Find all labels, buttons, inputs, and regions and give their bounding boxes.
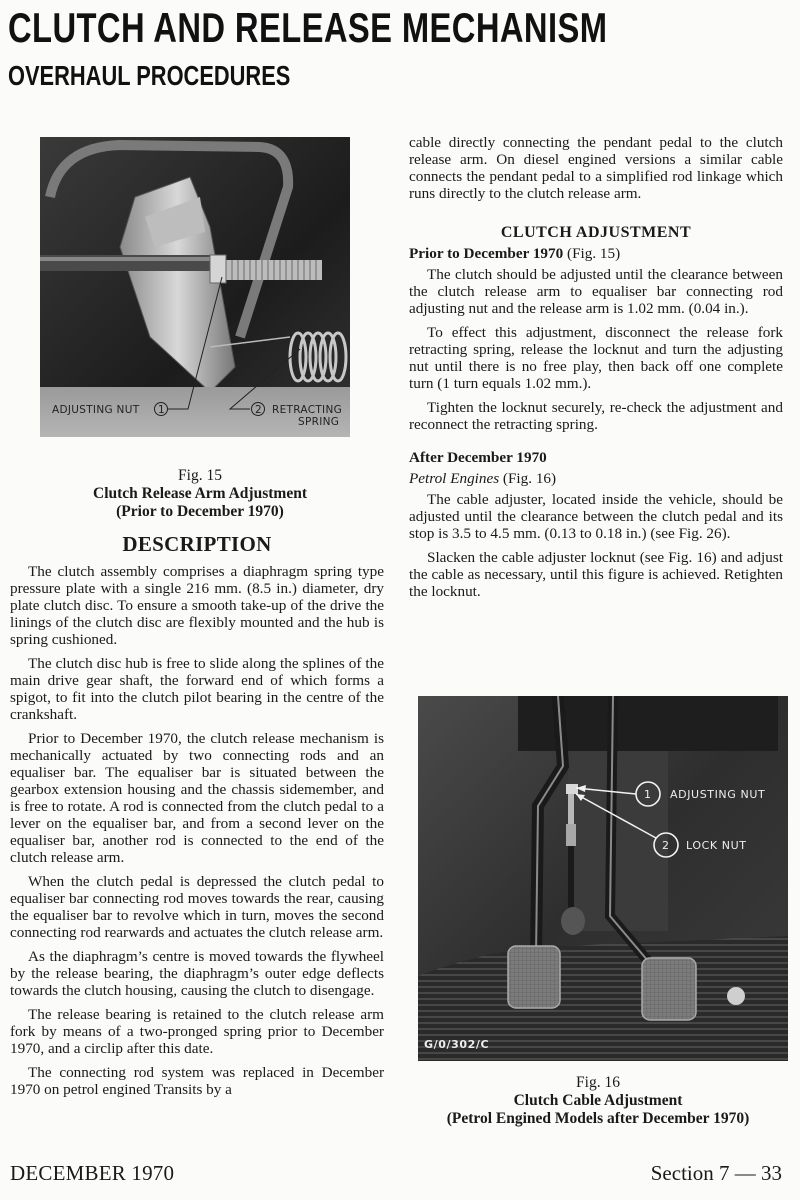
footer-section-page: Section 7 — 33 <box>650 1161 782 1185</box>
petrol-engines-subheading <box>409 470 783 487</box>
clutch-cable-pedals-photo <box>418 696 788 1061</box>
right-column-body <box>409 134 783 607</box>
petrol-fig-ref: (Fig. 16) <box>499 470 557 487</box>
figure-16-image <box>418 696 788 1061</box>
after-paragraph: The cable adjuster, located inside the vehicle, should be adjusted until the clearance between the clutch pedal and its stop is 3.5 to 4.5 mm. (0.13 to 0.18 in.) (see Fig. 26). <box>409 491 783 542</box>
clutch-adjustment-heading: CLUTCH ADJUSTMENT <box>500 224 692 241</box>
callout-adjusting-nut-label: ADJUSTING NUT <box>670 788 766 801</box>
callout-adjusting-nut-label: ADJUSTING NUT <box>52 404 140 416</box>
figure-15-image <box>40 137 350 437</box>
callout-2-number: 2 <box>255 404 262 416</box>
figure-16-caption <box>408 1074 788 1128</box>
figure-16-subtitle: (Petrol Engined Models after December 1970) <box>446 1110 750 1127</box>
figure-15-caption <box>30 467 370 521</box>
description-paragraph: As the diaphragm’s centre is moved towards the flywheel by the release bearing, the diaphragm’s outer edge deflects towards the clutch housing, causing the clutch to disengage. <box>10 948 384 999</box>
page-subtitle: OVERHAUL PROCEDURES <box>8 60 291 91</box>
callout-2-number: 2 <box>662 839 670 852</box>
callout-retracting-label: RETRACTING <box>272 404 343 416</box>
description-continuation: cable directly connecting the pendant pedal to the clutch release arm. On diesel engined versions a similar cable connects the pendant pedal to a simplified rod linkage which runs directly to the clutch release arm. <box>409 134 783 202</box>
prior-fig-ref: (Fig. 15) <box>563 245 621 262</box>
page-title: CLUTCH AND RELEASE MECHANISM <box>8 4 608 51</box>
description-heading: DESCRIPTION <box>122 532 272 556</box>
prior-subheading-label: Prior to December 1970 <box>409 245 564 262</box>
prior-paragraph: Tighten the locknut securely, re-check the adjustment and reconnect the retracting spring. <box>409 399 783 433</box>
footer-date: DECEMBER 1970 <box>10 1161 175 1185</box>
figure-15-subtitle: (Prior to December 1970) <box>116 503 284 520</box>
prior-paragraph: The clutch should be adjusted until the clearance between the clutch release arm to equaliser bar connecting rod adjusting nut and the release arm is 1.02 mm. (0.04 in.). <box>409 266 783 317</box>
figure-16-number: Fig. 16 <box>576 1074 620 1091</box>
description-paragraph: When the clutch pedal is depressed the clutch pedal to equaliser bar connecting rod moves towards the rear, causing the equaliser bar to revolve which in turn, moves the second connecting rod rearwards and actuates the clutch release arm. <box>10 873 384 941</box>
petrol-engines-label: Petrol Engines <box>409 470 500 487</box>
figure-16-title: Clutch Cable Adjustment <box>513 1092 683 1109</box>
callout-1-number: 1 <box>158 404 165 416</box>
figure-15-title: Clutch Release Arm Adjustment <box>93 485 307 502</box>
description-paragraph: The clutch disc hub is free to slide along the splines of the main drive gear shaft, the forward end of which forms a spigot, to fit into the clutch pilot bearing in the centre of the crankshaft. <box>10 655 384 723</box>
callout-lock-nut-label: LOCK NUT <box>686 839 747 852</box>
description-paragraph: The release bearing is retained to the clutch release arm fork by means of a two-pronged spring prior to December 1970, and a circlip after this date. <box>10 1006 384 1057</box>
after-subheading: After December 1970 <box>409 449 547 466</box>
description-paragraph: Prior to December 1970, the clutch release mechanism is mechanically actuated by two connecting rods and an equaliser bar. The equaliser bar is situated between the gearbox extension housing and the chassis sidemember, and is free to rotate. A rod is connected from the clutch pedal to a lever on the equaliser bar, and from a second lever on the equaliser bar, another rod is connected to the end of the clutch release arm. <box>10 730 384 866</box>
description-paragraph: The clutch assembly comprises a diaphragm spring type pressure plate with a single 216 mm. (8.5 in.) diameter, dry plate clutch disc. To ensure a smooth take-up of the drive the linings of the clutch disc are flexibly mounted and the hub is spring cushioned. <box>10 563 384 648</box>
clutch-release-arm-illustration <box>40 137 350 437</box>
prior-subheading <box>409 245 783 262</box>
prior-paragraph: To effect this adjustment, disconnect the release fork retracting spring, release the locknut and turn the adjusting nut until there is no free play, then back off one complete turn (1 turn equals 1.02 mm.). <box>409 324 783 392</box>
description-body <box>10 563 384 1105</box>
figure-15-number: Fig. 15 <box>178 467 222 484</box>
after-paragraph: Slacken the cable adjuster locknut (see Fig. 16) and adjust the cable as necessary, until this figure is achieved. Retighten the locknut. <box>409 549 783 600</box>
callout-spring-label: SPRING <box>298 416 340 428</box>
description-paragraph: The connecting rod system was replaced in December 1970 on petrol engined Transits by a <box>10 1064 384 1098</box>
callout-1-number: 1 <box>644 788 652 801</box>
photo-code: G/0/302/C <box>424 1038 490 1051</box>
